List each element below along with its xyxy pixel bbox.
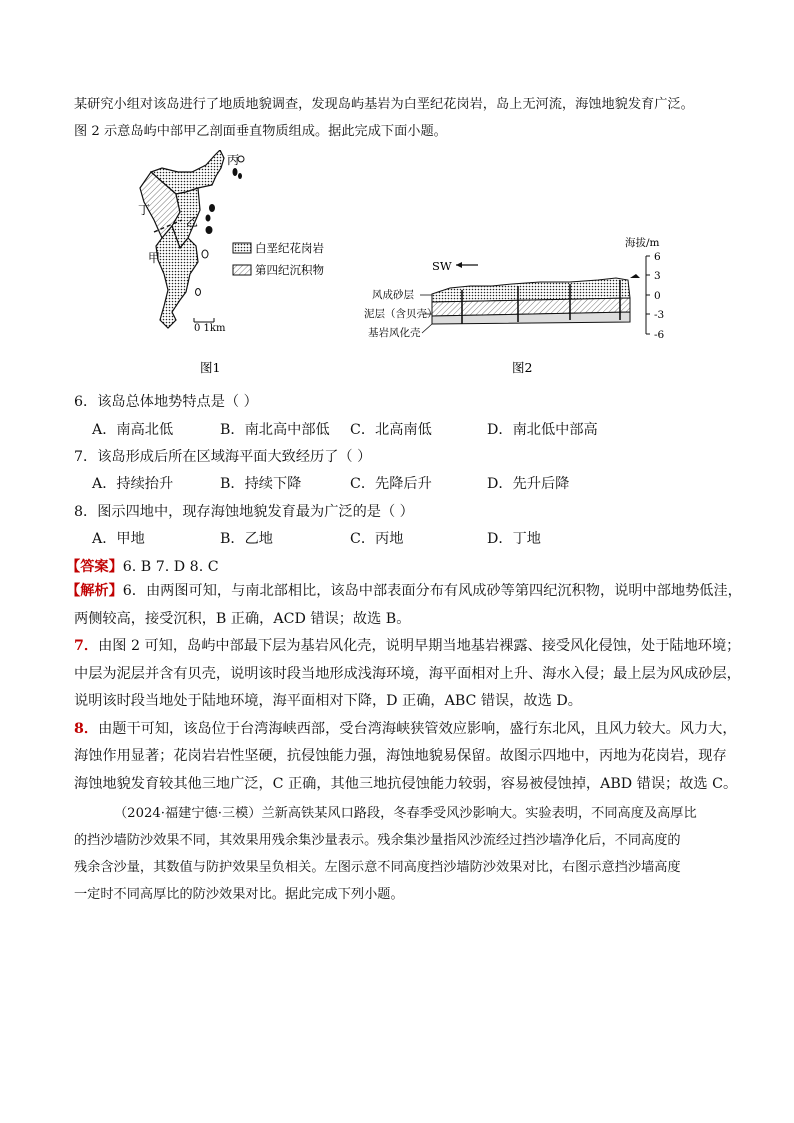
label-mud: 泥层（含贝壳） — [364, 308, 438, 320]
analysis-line: 由图 2 可知，岛屿中部最下层为基岩风化壳，说明早期当地基岩裸露、接受风化侵蚀，处于陆地环境； — [98, 638, 741, 654]
tick-label: -6 — [654, 329, 665, 341]
question-6-option-a: A．南高北低 — [92, 422, 174, 438]
passage-line: （2024·福建宁德·三模）兰新高铁某风口路段，冬春季受风沙影响大。实验表明，不同高度及高厚比 — [114, 806, 697, 821]
question-8-option-c: C．丙地 — [350, 531, 404, 547]
direction-label: SW — [432, 259, 452, 273]
question-7-option-d: D．先升后降 — [487, 476, 570, 492]
analysis-line: 海蚀作用显著；花岗岩岩性坚硬，抗侵蚀能力强，海蚀地貌易保留。故图示四地中，丙地为花岗岩，现存 — [74, 748, 727, 764]
figure-1-map — [138, 150, 324, 375]
analysis-line: 由题干可知，该岛位于台湾海峡西部，受台湾海峡狭管效应影响，盛行东北风，且风力较大。风力大， — [98, 720, 737, 737]
analysis-line: 说明该时段当地处于陆地环境，海平面相对下降，D 正确，ABC 错误，故选 D。 — [74, 693, 582, 709]
legend-sediment-label: 第四纪沉积物 — [255, 263, 324, 277]
figure-2-caption: 图2 — [512, 360, 533, 375]
intro-paragraph — [74, 91, 734, 145]
analysis-line: 两侧较高，接受沉积，B 正确，ACD 错误；故选 B。 — [74, 610, 411, 627]
islet — [238, 173, 242, 179]
scale-label: 0 1km — [194, 323, 226, 334]
passage-line: 残余含沙量，其数值与防护效果呈负相关。左图示意不同高度挡沙墙防沙效果对比，右图示意挡沙墙高度 — [74, 860, 681, 875]
answer-line — [66, 556, 219, 576]
tick-label: 3 — [654, 270, 661, 282]
analysis-number: 7． — [74, 638, 99, 654]
question-7-option-b: B．持续下降 — [220, 476, 302, 492]
tick-label: 6 — [654, 251, 661, 263]
analysis-line: 海蚀地貌发育较其他三地广泛，C 正确，其他三地抗侵蚀能力较弱，容易被侵蚀掉，ABD 错误；故选 C。 — [74, 775, 738, 792]
place-ding: 丁 — [138, 203, 151, 217]
label-bedrock: 基岩风化壳 — [368, 327, 421, 339]
island-granite-south — [156, 226, 198, 328]
question-8-option-a: A．甲地 — [92, 531, 145, 547]
analysis-line: 6．由两图可知，与南北部相比，该岛中部表面分布有风成砂等第四纪沉积物，说明中部地势低洼， — [122, 583, 742, 599]
islet — [206, 226, 213, 234]
question-6-option-d: D．南北低中部高 — [487, 422, 598, 438]
tick-label: 0 — [654, 290, 661, 302]
question-7-stem: 7．该岛形成后所在区域海平面大致经历了（ ） — [74, 449, 372, 465]
axis-title: 海拔/m — [625, 237, 660, 249]
question-7-option-a: A．持续抬升 — [92, 476, 174, 492]
question-8-option-d: D．丁地 — [487, 531, 541, 547]
place-jia: 甲 — [148, 251, 161, 265]
islet — [202, 250, 208, 258]
place-yi: 乙 — [186, 215, 199, 229]
analysis-tag: 【解析】 — [66, 583, 123, 599]
label-sand: 风成砂层 — [372, 289, 414, 301]
figures-area — [120, 150, 680, 380]
next-passage — [74, 800, 734, 908]
passage-line: 一定时不同高厚比的防沙效果对比。据此完成下列小题。 — [74, 887, 404, 902]
figure-1-caption: 图1 — [200, 360, 221, 375]
answer-text: 6. B 7. D 8. C — [122, 559, 219, 575]
legend-granite-swatch — [233, 243, 251, 253]
analysis-number: 8． — [74, 720, 99, 737]
question-6-option-b: B．南北高中部低 — [220, 422, 330, 438]
intro-line: 图 2 示意岛屿中部甲乙剖面垂直物质组成。据此完成下面小题。 — [74, 124, 447, 139]
tick-label: -3 — [654, 309, 665, 321]
question-8-option-b: B．乙地 — [220, 531, 273, 547]
question-8-stem: 8．图示四地中，现存海蚀地貌发育最为广泛的是（ ） — [74, 504, 414, 520]
analysis-line: 中层为泥层并含有贝壳，说明该时段当地形成浅海环境，海平面相对上升、海水入侵；最上层为风成砂层， — [74, 665, 741, 682]
answer-tag: 【答案】 — [66, 559, 123, 575]
question-7-option-c: C．先降后升 — [350, 476, 432, 492]
intro-line: 某研究小组对该岛进行了地质地貌调查，发现岛屿基岩为白垩纪花岗岩，岛上无河流，海蚀地貌发育广泛。 — [74, 97, 694, 112]
analysis-block — [66, 578, 742, 798]
question-6-stem: 6．该岛总体地势特点是（ ） — [74, 394, 258, 410]
legend-sediment-swatch — [233, 265, 251, 275]
place-bing: 丙 — [227, 153, 240, 167]
passage-line: 的挡沙墙防沙效果不同，其效果用残余集沙量表示。残余集沙量指风沙流经过挡沙墙净化后，不同高度的 — [74, 833, 681, 848]
islet — [209, 204, 215, 212]
islet — [233, 168, 238, 176]
islet — [196, 289, 201, 296]
legend-granite-label: 白垩纪花岗岩 — [255, 241, 324, 255]
islet — [206, 215, 211, 222]
question-6-option-c: C．北高南低 — [350, 422, 432, 438]
figure-2-profile — [364, 236, 665, 375]
